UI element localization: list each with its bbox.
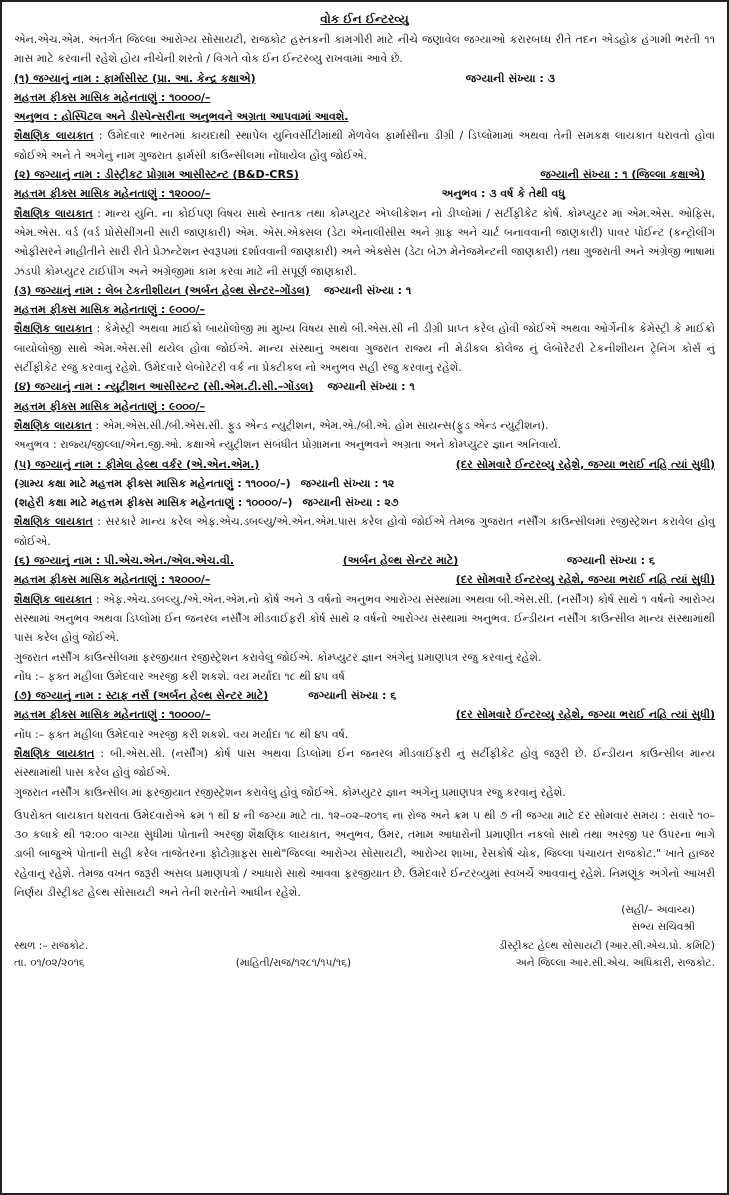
post-vacancy: જગ્યાની સંખ્યા : ૧ (જિલ્લા કક્ષાએ) (540, 168, 705, 182)
intro-paragraph: એન.એચ.એમ. અંતર્ગત જિલ્લા આરોગ્ય સોસાયટી, રાજકોટ હસ્તકની કામગીરી માટે નીચે જણાવેલ જગ્યાઓ કરારબધ્ધ રીતે તદન એડહોક હંગામી ભરતી ૧૧ માસ માટે કરવાની રહેશે હોય નીચેની શરતો / વિગતે વોક ઈન ઈન્ટરવ્યુ રાખવામાં આવે છે. (14, 33, 715, 66)
post-heading: (૭) જગ્યાનું નામ : સ્ટાફ નર્સ (અર્બન હેલ્થ સેન્ટર માટે) (14, 689, 269, 703)
eligibility-note: નોંધ :– ફક્ત મહીલા ઉમેદવાર અરજી કરી શકશે. વય મર્યાદા ૧૮ થી ૪૫ વર્ષ (14, 669, 345, 683)
qualification-text: : સરકારે માન્ય કરેલ એફ.એચ.ડબલ્યુ/એ.એન.એમ.પાસ કરેલ હોવો જોઈએ તેમજ ગુજરાત નર્સીંગ કાઉન્સીલમાં રજીસ્ટ્રેશન કરાવેલ હોવુ જોઈએ. (14, 515, 715, 548)
post-vacancy: જગ્યાની સંખ્યા : ૬ (566, 554, 655, 568)
post-qualification (14, 126, 715, 165)
post-heading: (૬) જગ્યાનું નામ : પી.એચ.એન./એલ.એચ.વી. (14, 554, 235, 568)
urban-vacancy: જગ્યાની સંખ્યા : ૨૭ (302, 496, 399, 510)
post-heading: (૨) જગ્યાનું નામ : ડીસ્ટ્રીકટ પ્રોગ્રામ આસીસ્ટન્ટ (B&D-CRS) (14, 168, 299, 182)
post-experience: અનુભવ : ૩ વર્ષ કે તેથી વધુ (441, 187, 565, 201)
registration-note: ગુજરાત નર્સીંગ કાઉન્સીલ માં ફરજીયાત રજીસ્ટ્રેશન કરાવેલું હોવું જોઈએ. કોમ્પ્યુટર જ્ઞાન અંગેનું પ્રમાણપત્ર રજુ કરવાનું રહેશે. (14, 785, 566, 799)
qualification-text: : એમ.એસ.સી./બી.એસ.સી. ફુડ એન્ડ ન્યુટ્રીશન, એમ.એ./બી.એ. હોમ સાયન્સ(ફુડ એન્ડ ન્યુટ્રીશન). (91, 418, 549, 432)
page-title: વોક ઈન ઈન્ટરવ્યુ (320, 12, 409, 26)
post-vacancy: જગ્યાની સંખ્યા : ૬ (308, 689, 397, 703)
post-6 (14, 551, 715, 686)
qualification-label: શૈક્ષણિક લાયકાત (14, 206, 93, 220)
rural-salary: (ગ્રામ્ય કક્ષા માટે મહત્તમ ફીક્સ માસિક મહેનતાણું : ૧૧૦૦૦/–) (14, 476, 291, 490)
qualification-label: શૈક્ષણિક લાયકાત (14, 515, 93, 529)
post-heading: (૪) જગ્યાનું નામ : ન્યુટ્રીશન આસીસ્ટન્ટ (સી.એમ.ટી.સી.–ગોંડલ) (14, 380, 314, 394)
urban-salary: (શહેરી કક્ષા માટે મહત્તમ ફીક્સ માસિક મહેનતાણું : ૧૦૦૦૦/–) (14, 496, 293, 510)
post-qualification (14, 590, 715, 648)
post-heading: (૫) જગ્યાનું નામ : ફીમેલ હેલ્થ વર્કર (એ.એન.એમ.) (14, 457, 260, 471)
post-heading: (૩) જગ્યાનું નામ : લેબ ટેકનીશીયન (અર્બન હેલ્થ સેન્ટર–ગોંડલ) (14, 283, 310, 297)
post-4 (14, 377, 715, 454)
post-qualification (14, 204, 715, 281)
signatory-title: સભ્ય સચિવશ્રી (631, 921, 695, 934)
post-vacancy: જગ્યાની સંખ્યા : ૩ (465, 71, 555, 85)
post-salary: મહત્તમ ફીક્સ માસિક મહેનતાણું : ૯૦૦૦/– (14, 303, 206, 317)
post-3 (14, 281, 715, 377)
interview-note: (દર સોમવારે ઈન્ટરવ્યુ રહેશે, જગ્યા ભરાઈ નહિ ત્યાં સુધી) (455, 457, 715, 471)
post-qualification (14, 512, 715, 551)
qualification-label: શૈક્ષણિક લાયકાત (14, 418, 92, 432)
qualification-label: શૈક્ષણિક લાયકાત (14, 592, 93, 606)
footer-row (14, 938, 715, 972)
post-experience: અનુભવ : હોસ્પિટલ અને ડીસ્પેન્સરીના અનુભવને અગ્રતા આપવામાં આવશે. (14, 110, 349, 124)
qualification-label: શૈક્ષણિક લાયકાત (14, 129, 94, 143)
place-date (14, 938, 88, 972)
post-salary: મહત્તમ ફીક્સ માસિક મહેનતાણું : ૧૨૦૦૦/– (14, 187, 211, 201)
post-2 (14, 165, 715, 281)
post-qualification (14, 744, 715, 783)
post-place: (અર્બન હેલ્થ સેન્ટર માટે) (342, 554, 459, 568)
post-heading: (૧) જગ્યાનું નામ : ફાર્માસીસ્ટ (પ્રા. આ. કેન્દ્ર કક્ષાએ) (14, 71, 256, 85)
qualification-label: શૈક્ષણિક લાયકાત (14, 322, 93, 336)
post-salary: મહત્તમ ફીક્સ માસિક મહેનતાણું : ૯૦૦૦/– (14, 399, 206, 413)
registration-note: ગુજરાત નર્સીંગ કાઉન્સીલમાં ફરજીયાત રજીસ્ટ્રેશન કરાવેલું જોઈએ. કોમ્પ્યુટર જ્ઞાન અંગેનું પ્રમાણપત્ર રજુ કરવાનું રહેશે. (14, 650, 542, 664)
qualification-text: : માન્ય યુનિ. ના કોઈપણ વિષય સાથે સ્નાતક તથા કોમ્પ્યુટર એપ્લીકેશન નો ડીપ્લોમાં / સર્ટીફીકેટ કોર્ષ. કોમ્પ્યુટર માં એમ.એસ. ઓફિસ, એમ.એસ. વર્ડ (વર્ડ પ્રોસેસીંગની સારી જાણકારી) એમ. એસ.એક્સલ (ડેટા એનાલીસીસ અને ગ્રાફ અને ચાર્ટ બનાવવાની જાણકારી) પાવર પોઈન્ટ (કન્ટ્રોલીંગ ઓફીસરને માહીતીને સારી રીતે પ્રેઝન્ટેશન સ્વરૂપમાં દર્શાવવાની જાણકારી) અને એક્સેસ (ડેટા બેઝ મેનેજમેન્ટની જાણકારી) તથા ગુજરાતી અને અંગ્રેજી ભાષામાં ઝડપી કોમ્પ્યુટર ટાઈપીંગ અને અંગ્રેજીમાં કામ કરવા માટે ની સંપૂર્ણ જાણકારી. (14, 206, 715, 278)
closing-paragraph: ઉપરોક્ત લાયકાત ધરાવતા ઉમેદવારોએ ક્રમ ૧ થી ૪ ની જગ્યા માટે તા. ૧૨–૦૨–૨૦૧૬ ના રોજ અને ક્રમ ૫ થી ૭ ની જગ્યા માટે દર સોમવાર સમય : સવારે ૧૦–૩૦ કલાકે થી ૧૨:૦૦ વાગ્યા સુધીમાં પોતાની અરજી શૈક્ષણિક લાયકાત, અનુભવ, ઉંમર, તમામ આધારોની પ્રમાણીત નકલો સાથે તથા અરજી પર ઉપરના ભાગે ડાબી બાજુએ પોતાની સહી કરેલ તાજેતરના ફોટોગ્રાફસ સાથે"જિલ્લા આરોગ્ય સોસાયટી, આરોગ્ય શાખા, રેસકોર્ષ ચોક, જિલ્લા પંચાયત રાજકોટ." ખાતે હાજર રહેવાનું રહેશે. તેમજ વખત જરૂરી અસલ પ્રમાણપત્રો / આધારો સાથે આવવા ફરજીયાત છે. ઉમેદવારે ઈન્ટરવ્યુમાં સ્વખર્ચે આવવાનું રહેશે. નિમણૂંક અંગેનો આખરી નિર્ણય ડીસ્ટ્રીક્ટ હેલ્થ સોસાયટી અને તેની શરતોને આધીન રહેશે. (14, 808, 715, 900)
post-experience: અનુભવ : રાજ્ય/જીલ્લા/એન.જી.ઓ. કક્ષાએ ન્યુટ્રીશન સંબંધીત પ્રોગ્રામના અનુભવને અગ્રતા અને કોમ્પ્યુટર જ્ઞાન અનિવાર્ય. (14, 438, 562, 452)
post-qualification (14, 319, 715, 377)
organization-line: ડીસ્ટ્રીક્ટ હેલ્થ સોસાયટી (આર.સી.એચ.પ્રો. કમિટિ) (498, 940, 715, 953)
signature-block (14, 902, 715, 936)
signatory-organization (498, 938, 715, 972)
officer-line: અને જિલ્લા આર.સી.એચ. અધિકારી, રાજકોટ. (515, 957, 715, 970)
post-5 (14, 455, 715, 551)
qualification-text: : ઉમેદવાર ભારતમાં કાયદાથી સ્થાપેલ યુનિવર્સીટીમાંથી મેળવેલ ફાર્માસીના ડીગ્રી / ડિપ્લોમામાં અથવા તેની સમકક્ષ લાયકાત ધરાવતો હોવા જોઈએ અને તે અંગેનું નામ ગુજરાત ફાર્મસી કાઉન્સીલમાં નોંધાયેલ હોવુ જોઈએ. (14, 129, 715, 162)
post-1 (14, 69, 715, 165)
post-salary: મહત્તમ ફીક્સ માસિક મહેનતાણું : ૧૦૦૦૦/– (14, 90, 211, 104)
eligibility-note: નોંધ :– ફક્ત મહીલા ઉમેદવાર અરજી કરી શકશે. વય મર્યાદા ૧૮ થી ૪૫ વર્ષ. (14, 727, 349, 741)
place: સ્થળ :– રાજકોટ. (14, 940, 89, 953)
post-salary: મહત્તમ ફીક્સ માસિક મહેનતાણું : ૧૦૦૦૦/– (14, 708, 211, 722)
signature-line: (સહી/– અવાચ્ય) (621, 904, 695, 917)
post-salary: મહત્તમ ફીક્સ માસિક મહેનતાણું : ૧૨૦૦૦/– (14, 573, 211, 587)
interview-note: (દર સોમવારે ઈન્ટરવ્યુ રહેશે, જગ્યા ભરાઈ નહિ ત્યાં સુધી) (455, 573, 715, 587)
qualification-label: શૈક્ષણિક લાયકાત (14, 746, 95, 760)
post-vacancy: જગ્યાની સંખ્યા : ૧ (327, 380, 415, 394)
post-7 (14, 686, 715, 802)
reference-number: (માહિતી/રાજ/૧૨૮૧/૧૫/૧૬) (235, 957, 352, 970)
post-qualification (14, 416, 715, 435)
qualification-text: : કેમેસ્ટ્રી અથવા માઈક્રો બાયોલોજી માં મુખ્ય વિષય સાથે બી.એસ.સી ની ડીગ્રી પ્રાપ્ત કરેલ હોવી જોઈએ અથવા ઓર્ગેનીક કેમેસ્ટ્રી કે માઈક્રો બાયોલોજી સાથે એમ.એસ.સી થયેલ હોવા જોઈએ. માન્ય સંસ્થાનું અથવા ગુજરાત રાજ્ય ની મેડીકલ કોલેજ નું લેબોરેટરી ટેકનીશીયન ટ્રેનિંગ કોર્સ નું સર્ટીફીકેટ રજુ કરવાનું રહેશે. ઉમેદવારે લેબોરેટરી વર્ક ના પ્રેક્ટીકલ નો અનુભવ સહી રજુ કરવાનું રહેશે. (14, 322, 715, 375)
date: તા. ૦૧/૦૨/૨૦૧૬ (14, 957, 85, 970)
post-vacancy: જગ્યાની સંખ્યા : ૧ (323, 283, 412, 297)
interview-note: (દર સોમવારે ઈન્ટરવ્યુ રહેશે, જગ્યા ભરાઈ નહિ ત્યાં સુધી) (455, 708, 715, 722)
qualification-text: : એફ.એચ.ડબલ્યુ./એ.એન.એમ.નો કોર્ષ અને ૩ વર્ષનો અનુભવ આરોગ્ય સંસ્થામાં અથવા બી.એસ.સી. (નર્સીંગ) કોર્ષ સાથે ૧ વર્ષનો આરોગ્ય સંસ્થામાં અનુભવ અથવા ડિપ્લોમાં ઈન જનરલ નર્સીંગ મીડવાઈફરી કોર્ષ સાથે ૨ વર્ષનો આરોગ્ય સંસ્થામાં અનુભવ. ઈન્ડીયન નર્સીંગ કાઉન્સીલ માન્ય સંસ્થામાંથી પાસ કરેલ હોવું જોઈએ. (14, 592, 715, 645)
rural-vacancy: જગ્યાની સંખ્યા : ૧૨ (300, 476, 395, 490)
qualification-text: : બી.એસ.સી. (નર્સીંગ) કોર્ષ પાસ અથવા ડિપ્લોમાં ઈન જનરલ મીડવાઈફરી નું સર્ટીફીકેટ હોવું જરૂરી છે. ઈન્ડીયન કાઉન્સીલ માન્ય સંસ્થામાંથી પાસ કરેલ હોવું જોઈએ. (14, 746, 715, 780)
